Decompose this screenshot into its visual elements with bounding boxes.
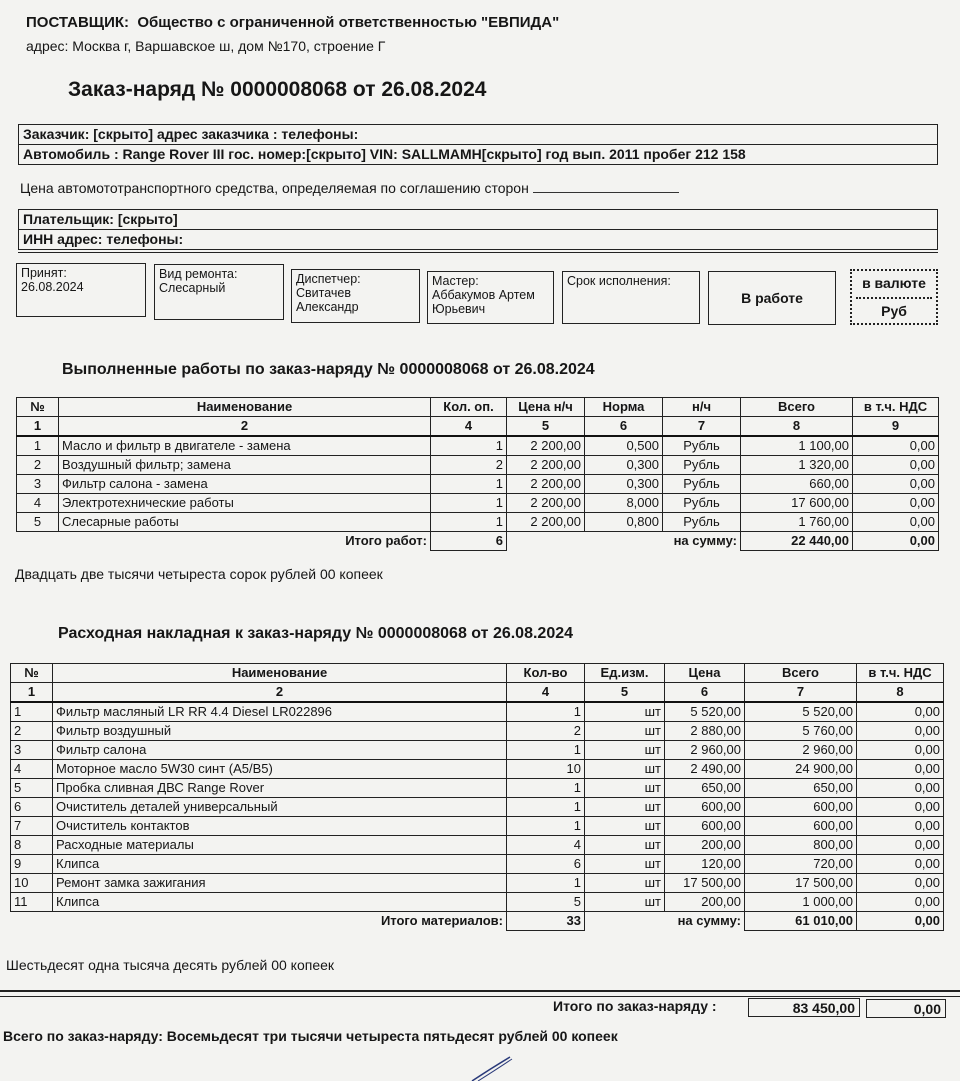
materials-col-header: Наименование xyxy=(53,664,507,683)
works-col-header: Наименование xyxy=(59,398,431,417)
works-col-number: 2 xyxy=(59,417,431,437)
grand-total-label: Итого по заказ-наряду : xyxy=(553,998,717,1014)
currency-label: в валюте xyxy=(862,275,926,291)
materials-col-header: Кол-во xyxy=(507,664,585,683)
dispatcher-label: Диспетчер: xyxy=(296,272,361,286)
supplier-label: ПОСТАВЩИК: xyxy=(26,14,130,31)
vehicle-details: [скрыто] VIN: SALLMAMH[скрыто] год вып. 2011 пробег 212 158 xyxy=(306,146,746,162)
table-cell: Рубль xyxy=(663,494,741,513)
materials-title: Расходная накладная к заказ-наряду № 0000008068 от 26.08.2024 xyxy=(58,625,574,642)
master-box xyxy=(427,271,554,324)
table-cell: Пробка сливная ДВС Range Rover xyxy=(53,779,507,798)
table-cell: 5 xyxy=(11,779,53,798)
works-col-header: Норма xyxy=(585,398,663,417)
table-cell: 5 xyxy=(507,893,585,912)
works-col-number: 9 xyxy=(853,417,939,437)
works-col-header: Всего xyxy=(741,398,853,417)
table-cell: 200,00 xyxy=(665,836,745,855)
table-row xyxy=(17,513,939,532)
grand-in-words: Всего по заказ-наряду: Восемьдесят три тысячи четыреста пятьдесят рублей 00 копеек xyxy=(3,1028,618,1044)
works-col-number: 8 xyxy=(741,417,853,437)
table-cell: 2 200,00 xyxy=(507,456,585,475)
materials-total-row xyxy=(11,912,944,931)
grand-total-sum: 83 450,00 xyxy=(748,998,860,1017)
table-cell: Воздушный фильтр; замена xyxy=(59,456,431,475)
page-title: Заказ-наряд № 0000008068 от 26.08.2024 xyxy=(68,78,487,101)
materials-sum-label: на сумму: xyxy=(677,913,741,929)
master-label: Мастер: xyxy=(432,274,479,288)
works-title: Выполненные работы по заказ-наряду № 0000008068 от 26.08.2024 xyxy=(62,361,595,378)
works-col-header: Кол. оп. xyxy=(431,398,507,417)
table-row xyxy=(11,798,944,817)
materials-colnum-row xyxy=(11,683,944,703)
table-cell: 0,00 xyxy=(853,513,939,532)
table-cell: 0,500 xyxy=(585,436,663,456)
table-cell: 24 900,00 xyxy=(745,760,857,779)
table-cell: Клипса xyxy=(53,893,507,912)
table-cell: 0,00 xyxy=(853,436,939,456)
table-cell: шт xyxy=(585,874,665,893)
materials-table xyxy=(10,663,944,931)
table-cell: 0,00 xyxy=(857,874,944,893)
works-col-number: 4 xyxy=(431,417,507,437)
grand-total-vat: 0,00 xyxy=(866,999,946,1018)
works-sum-label: на сумму: xyxy=(673,533,737,549)
table-cell: Рубль xyxy=(663,475,741,494)
table-cell: Слесарные работы xyxy=(59,513,431,532)
vehicle-row xyxy=(19,144,937,164)
repair-type-box xyxy=(154,264,284,320)
table-row xyxy=(11,702,944,722)
table-cell: 1 xyxy=(507,779,585,798)
works-total-label: Итого работ: xyxy=(345,533,427,549)
table-row xyxy=(17,475,939,494)
table-cell: 6 xyxy=(11,798,53,817)
works-col-number: 6 xyxy=(585,417,663,437)
table-cell: 17 600,00 xyxy=(741,494,853,513)
materials-header-row xyxy=(11,664,944,683)
table-row xyxy=(11,779,944,798)
table-row xyxy=(11,874,944,893)
grand-divider xyxy=(0,990,960,992)
price-blank xyxy=(533,182,679,193)
currency-value: Руб xyxy=(856,297,932,319)
table-cell: Фильтр салона - замена xyxy=(59,475,431,494)
table-cell: Расходные материалы xyxy=(53,836,507,855)
signature-stroke xyxy=(470,1055,530,1081)
currency-box xyxy=(850,269,938,325)
materials-col-number: 7 xyxy=(745,683,857,703)
materials-col-number: 5 xyxy=(585,683,665,703)
table-cell: 1 xyxy=(431,494,507,513)
repair-type-label: Вид ремонта: xyxy=(159,267,238,281)
table-row xyxy=(17,456,939,475)
table-cell: 0,00 xyxy=(857,817,944,836)
table-cell: шт xyxy=(585,741,665,760)
table-cell: 5 520,00 xyxy=(665,702,745,722)
table-cell: 200,00 xyxy=(665,893,745,912)
table-cell: шт xyxy=(585,893,665,912)
accepted-value: 26.08.2024 xyxy=(21,280,84,294)
table-cell: 0,00 xyxy=(857,779,944,798)
materials-col-number: 6 xyxy=(665,683,745,703)
table-cell: 6 xyxy=(507,855,585,874)
table-cell: 0,00 xyxy=(853,456,939,475)
works-total-row xyxy=(17,532,939,551)
materials-col-number: 1 xyxy=(11,683,53,703)
grand-divider xyxy=(0,996,960,997)
table-cell: 2 200,00 xyxy=(507,513,585,532)
materials-col-header: Всего xyxy=(745,664,857,683)
table-cell: 17 500,00 xyxy=(745,874,857,893)
materials-total-qty: 33 xyxy=(507,912,585,931)
payer-inn-row: ИНН адрес: телефоны: xyxy=(19,229,937,249)
table-row xyxy=(11,855,944,874)
divider xyxy=(18,252,938,253)
vehicle-label: Автомобиль : Range Rover III гос. номер: xyxy=(23,146,307,162)
table-cell: 2 xyxy=(17,456,59,475)
works-col-header: № xyxy=(17,398,59,417)
table-cell: 0,00 xyxy=(857,893,944,912)
table-cell: 17 500,00 xyxy=(665,874,745,893)
master-value: Аббакумов Артем Юрьевич xyxy=(432,288,535,316)
accepted-label: Принят: xyxy=(21,266,67,280)
table-cell: 1 xyxy=(431,513,507,532)
works-table xyxy=(16,397,939,551)
table-cell: 2 xyxy=(11,722,53,741)
table-cell: 1 xyxy=(431,475,507,494)
table-cell: 0,800 xyxy=(585,513,663,532)
table-cell: 11 xyxy=(11,893,53,912)
table-cell: Рубль xyxy=(663,436,741,456)
repair-type-value: Слесарный xyxy=(159,281,226,295)
table-cell: 2 490,00 xyxy=(665,760,745,779)
table-cell: 0,00 xyxy=(857,741,944,760)
works-col-number: 7 xyxy=(663,417,741,437)
table-cell: 5 520,00 xyxy=(745,702,857,722)
table-cell: 4 xyxy=(507,836,585,855)
table-cell: 1 xyxy=(431,436,507,456)
works-in-words: Двадцать две тысячи четыреста сорок рублей 00 копеек xyxy=(15,566,383,582)
table-row xyxy=(11,893,944,912)
materials-col-header: Цена xyxy=(665,664,745,683)
works-col-number: 5 xyxy=(507,417,585,437)
table-cell: Масло и фильтр в двигателе - замена xyxy=(59,436,431,456)
table-cell: шт xyxy=(585,855,665,874)
table-cell: 10 xyxy=(11,874,53,893)
table-cell: 650,00 xyxy=(665,779,745,798)
table-cell: шт xyxy=(585,702,665,722)
table-cell: 0,00 xyxy=(857,760,944,779)
status-badge: В работе xyxy=(741,290,803,306)
table-cell: 0,00 xyxy=(857,836,944,855)
table-cell: 120,00 xyxy=(665,855,745,874)
table-cell: 1 xyxy=(11,702,53,722)
table-cell: шт xyxy=(585,798,665,817)
table-cell: 0,00 xyxy=(857,855,944,874)
table-cell: 4 xyxy=(11,760,53,779)
table-cell: 600,00 xyxy=(665,817,745,836)
works-total-vat: 0,00 xyxy=(853,532,939,551)
table-cell: шт xyxy=(585,722,665,741)
materials-col-header: в т.ч. НДС xyxy=(857,664,944,683)
table-cell: 0,00 xyxy=(857,798,944,817)
materials-total-sum: 61 010,00 xyxy=(745,912,857,931)
works-col-number: 1 xyxy=(17,417,59,437)
supplier-name: Общество с ограниченной ответственностью "ЕВПИДА" xyxy=(137,14,560,31)
price-note-text: Цена автомототранспортного средства, определяемая по соглашению сторон xyxy=(20,180,529,196)
table-cell: 1 320,00 xyxy=(741,456,853,475)
table-row xyxy=(11,741,944,760)
table-cell: шт xyxy=(585,760,665,779)
table-cell: Очиститель контактов xyxy=(53,817,507,836)
table-cell: 650,00 xyxy=(745,779,857,798)
table-cell: 0,00 xyxy=(857,722,944,741)
table-cell: 3 xyxy=(11,741,53,760)
dispatcher-value: Свитачев Александр xyxy=(296,286,359,314)
works-total-qty: 6 xyxy=(431,532,507,551)
table-cell: 0,300 xyxy=(585,456,663,475)
works-col-header: н/ч xyxy=(663,398,741,417)
table-cell: 0,00 xyxy=(853,475,939,494)
table-cell: Моторное масло 5W30 синт (A5/B5) xyxy=(53,760,507,779)
table-row xyxy=(11,760,944,779)
table-cell: 2 xyxy=(431,456,507,475)
table-cell: 1 760,00 xyxy=(741,513,853,532)
table-cell: 8,000 xyxy=(585,494,663,513)
table-cell: Электротехнические работы xyxy=(59,494,431,513)
deadline-box xyxy=(562,271,700,324)
customer-row: Заказчик: [скрыто] адрес заказчика : телефоны: xyxy=(23,126,359,142)
table-cell: Рубль xyxy=(663,456,741,475)
table-cell: 2 200,00 xyxy=(507,475,585,494)
table-cell: 0,00 xyxy=(857,702,944,722)
table-cell: 1 xyxy=(507,798,585,817)
table-cell: Фильтр воздушный xyxy=(53,722,507,741)
table-cell: 0,300 xyxy=(585,475,663,494)
table-cell: 2 880,00 xyxy=(665,722,745,741)
table-cell: 1 xyxy=(507,702,585,722)
table-cell: 2 200,00 xyxy=(507,436,585,456)
table-cell: 5 760,00 xyxy=(745,722,857,741)
table-cell: 0,00 xyxy=(853,494,939,513)
materials-col-number: 8 xyxy=(857,683,944,703)
table-cell: 2 200,00 xyxy=(507,494,585,513)
table-cell: 3 xyxy=(17,475,59,494)
table-cell: Клипса xyxy=(53,855,507,874)
payer-block xyxy=(18,209,938,250)
table-cell: 600,00 xyxy=(745,817,857,836)
supplier-address: адрес: Москва г, Варшавское ш, дом №170, строение Г xyxy=(26,38,386,54)
works-colnum-row xyxy=(17,417,939,437)
materials-total-vat: 0,00 xyxy=(857,912,944,931)
materials-in-words: Шестьдесят одна тысяча десять рублей 00 копеек xyxy=(6,957,335,973)
table-row xyxy=(17,494,939,513)
price-note xyxy=(20,180,679,196)
materials-col-number: 4 xyxy=(507,683,585,703)
works-col-header: Цена н/ч xyxy=(507,398,585,417)
table-cell: шт xyxy=(585,836,665,855)
table-cell: 1 xyxy=(507,874,585,893)
table-cell: Фильтр масляный LR RR 4.4 Diesel LR022896 xyxy=(53,702,507,722)
materials-col-header: № xyxy=(11,664,53,683)
table-cell: 720,00 xyxy=(745,855,857,874)
table-row xyxy=(11,722,944,741)
table-cell: шт xyxy=(585,779,665,798)
table-cell: Рубль xyxy=(663,513,741,532)
table-cell: 1 xyxy=(17,436,59,456)
table-cell: 1 xyxy=(507,741,585,760)
table-cell: 600,00 xyxy=(665,798,745,817)
materials-col-header: Ед.изм. xyxy=(585,664,665,683)
customer-block xyxy=(18,124,938,165)
table-cell: 7 xyxy=(11,817,53,836)
table-cell: 4 xyxy=(17,494,59,513)
table-cell: 800,00 xyxy=(745,836,857,855)
supplier-line xyxy=(26,14,559,31)
table-cell: 9 xyxy=(11,855,53,874)
table-cell: Ремонт замка зажигания xyxy=(53,874,507,893)
table-cell: Очиститель деталей универсальный xyxy=(53,798,507,817)
materials-col-number: 2 xyxy=(53,683,507,703)
table-cell: шт xyxy=(585,817,665,836)
table-row xyxy=(11,836,944,855)
table-cell: 5 xyxy=(17,513,59,532)
works-total-sum: 22 440,00 xyxy=(741,532,853,551)
table-cell: 2 xyxy=(507,722,585,741)
works-header-row xyxy=(17,398,939,417)
table-cell: 2 960,00 xyxy=(745,741,857,760)
table-row xyxy=(17,436,939,456)
table-cell: 8 xyxy=(11,836,53,855)
table-cell: 660,00 xyxy=(741,475,853,494)
status-box xyxy=(708,271,836,325)
table-cell: 1 xyxy=(507,817,585,836)
payer-row: Плательщик: [скрыто] xyxy=(23,211,178,227)
table-cell: 600,00 xyxy=(745,798,857,817)
table-cell: 10 xyxy=(507,760,585,779)
accepted-box xyxy=(16,263,146,317)
works-col-header: в т.ч. НДС xyxy=(853,398,939,417)
table-cell: 1 000,00 xyxy=(745,893,857,912)
materials-total-label: Итого материалов: xyxy=(380,913,503,929)
dispatcher-box xyxy=(291,269,420,323)
deadline-label: Срок исполнения: xyxy=(567,274,671,288)
table-cell: Фильтр салона xyxy=(53,741,507,760)
table-cell: 2 960,00 xyxy=(665,741,745,760)
table-row xyxy=(11,817,944,836)
table-cell: 1 100,00 xyxy=(741,436,853,456)
